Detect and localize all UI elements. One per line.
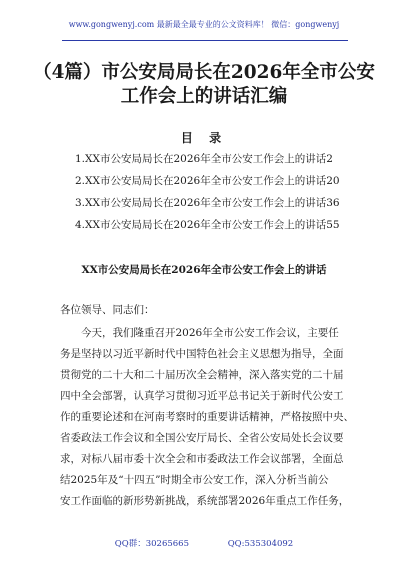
section-title: XX市公安局局长在2026年全市公安工作会上的讲话	[81, 264, 327, 276]
document-title	[20, 61, 388, 109]
body-line: 安工作面临的新形势新挑战，系统部署2026年重点工作任务，	[60, 495, 350, 507]
body-line: 作的重要论述和在河南考察时的重要讲话精神，严格按照中央、	[60, 411, 354, 423]
toc-heading: 目 录	[180, 131, 228, 145]
title-line-2: 工作会上的讲话汇编	[120, 86, 288, 107]
body-paragraph	[60, 323, 360, 512]
salutation: 各位领导、同志们：	[60, 304, 155, 316]
toc-item-4[interactable]: 4.XX市公安局局长在2026年全市公安工作会上的讲话55	[75, 219, 340, 231]
body-line: 省委政法工作会议和全国公安厅局长、全省公安局处长会议要	[60, 432, 344, 444]
body-line: 四中全会部署，认真学习贯彻习近平总书记关于新时代公安工	[60, 390, 344, 402]
site-footer-banner	[0, 533, 408, 555]
body-line: 求，对标八届市委十次全会和市委政法工作会议部署，全面总	[60, 453, 344, 465]
body-line: 结2025年及“十四五”时期全市公安工作，深入分析当前公	[60, 474, 329, 486]
body-line: 今天，我们隆重召开2026年全市公安工作会议，主要任	[60, 327, 339, 339]
body-line: 贯彻党的二十大和二十届历次全会精神，深入落实党的二十届	[60, 369, 344, 381]
site-header-banner: www.gongwenyj.com 最新最全最专业的公文资料库！ 微信：gongwenyj	[68, 20, 340, 29]
footer-qq: QQ:535304092	[227, 539, 294, 549]
header-divider	[62, 40, 348, 41]
title-line-1: （4篇）市公安局局长在2026年全市公安	[33, 62, 375, 83]
body-line: 务是坚持以习近平新时代中国特色社会主义思想为指导，全面	[60, 348, 344, 360]
toc-item-1[interactable]: 1.XX市公安局局长在2026年全市公安工作会上的讲话2	[75, 153, 333, 165]
toc-item-3[interactable]: 3.XX市公安局局长在2026年全市公安工作会上的讲话36	[75, 197, 340, 209]
footer-qq-group: QQ群：30265665	[114, 539, 189, 549]
toc-item-2[interactable]: 2.XX市公安局局长在2026年全市公安工作会上的讲话20	[75, 175, 340, 187]
